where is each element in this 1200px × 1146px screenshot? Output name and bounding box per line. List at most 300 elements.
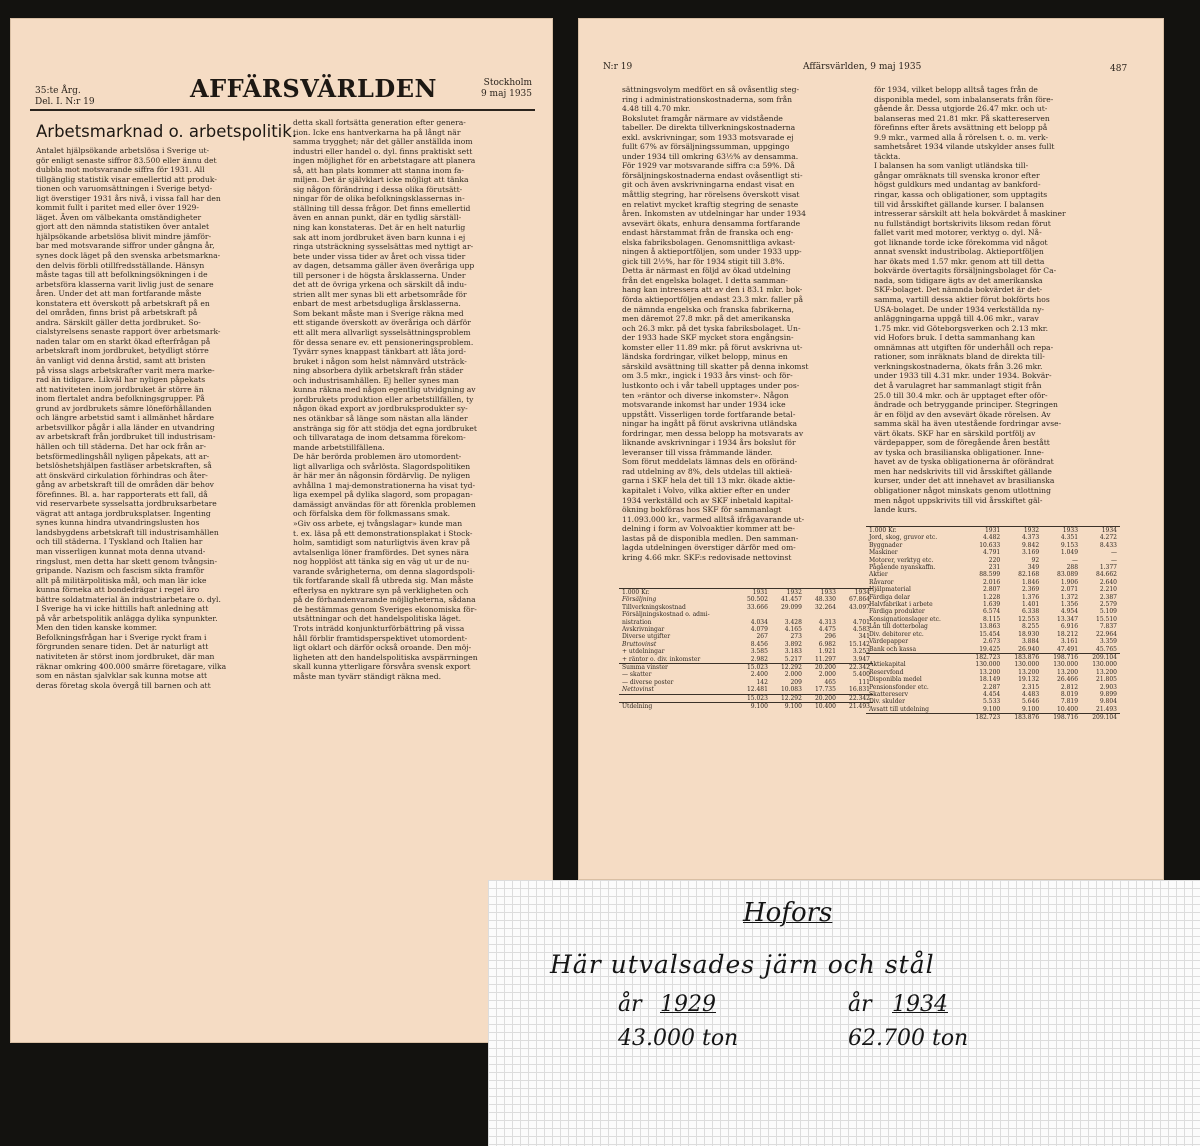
table-cell: 1.377 [1099,564,1117,572]
text-line: »Giv oss arbete, ej tvångslagar» kunde man [293,518,463,528]
text-line: kring 4.66 mkr. SKF:s redovisade nettovinst [622,552,792,562]
table-cell: 2.210 [1099,586,1117,594]
text-line: enbart de mest arbetsdugliga årsklasserna. [293,299,461,309]
table-row [619,679,873,686]
row-label: Råvaror [869,578,894,586]
text-line: gång av arbetskraft till de områden där behov [36,480,214,490]
text-line: men något uppskrivits till vid årsskiftet gäl- [874,495,1043,505]
note-year-a-label: år [618,992,642,1017]
table-row [866,676,1120,683]
text-line: betslöshetshjälpen fastläser arbetskraften, så [36,461,212,471]
table-row [866,646,1120,654]
row-label: Bank och kassa [869,645,917,653]
table-cell: 15.510 [1096,615,1117,623]
row-label: Diverse utgifter [622,633,671,641]
row-label: Pågående nyanskaffn. [869,564,936,572]
text-line: Trots inträdd konjunkturförbättring på vissa [293,623,465,633]
text-line: Detta är närmast en följd av ökad utdelning [622,266,791,276]
report-column-2 [874,85,1120,515]
table-cell: 9.804 [1099,698,1117,706]
text-line: samma skäl ha även utestående fordringar avse- [874,419,1062,429]
table-cell: — [1072,556,1079,564]
text-line: tik fortfarande skall få utbreda sig. Man måste [293,576,474,586]
text-line: hang kan intressera att av den i 83.1 mkr. bok- [622,285,803,295]
text-line: ligt allvarliga och svårlösta. Slagordspolitiken [293,461,471,471]
table-row [866,557,1120,564]
table-cell: 4.079 [750,626,768,634]
table-cell: 10.400 [805,703,839,711]
text-line: av arbetskraft från jordbruket till industrisam- [36,432,216,442]
table-header-cell: 1934 [839,589,873,597]
text-line: samma trygghet; när det gäller anställda inom [293,137,473,147]
table-cell: 182.723 [964,714,1003,722]
text-line: att önskvärd cirkulation förhindras och åter- [36,470,208,480]
table-cell: 267 [756,633,768,641]
text-line: vid Hofors bruk. I detta sammanhang kan [874,333,1035,343]
table-row [866,564,1120,571]
table-row [619,619,873,626]
table-cell: 5.217 [784,655,802,663]
issue-info [35,86,95,108]
row-label: Summa vinster [619,664,737,672]
table-cell: 349 [1027,564,1040,572]
text-line: så, att han plats kommer att stanna inom fa- [293,165,464,175]
text-line: naden talar om en starkt ökad efterfrågan på [36,336,211,346]
text-line: detta skall fortsätta generation efter genera- [293,118,466,127]
row-label: Aktiekapital [869,661,906,669]
table-cell: 5.400 [852,671,870,679]
table-cell [805,611,839,618]
table-cell: 2.369 [1021,586,1040,594]
table-cell: 4.373 [1021,534,1040,542]
text-line: rad utdelning av 8%, dels utdelas till aktieä- [622,466,793,476]
text-line: bättre soldatmaterial än industriarbetare o. dyl. [36,594,221,604]
table-cell: 29.099 [780,603,802,611]
text-line: måttlig stegring, har rörelsens överskott visat [622,190,800,200]
table-cell: 4.454 [983,690,1001,698]
table-cell: 1.049 [1060,549,1079,557]
text-line: ten »räntor och diverse inkomster». Någon [622,390,789,400]
table-cell: 3.428 [784,618,802,626]
table-row [866,571,1120,578]
text-line: holm, samtidigt som naturligtvis även krav på [293,538,470,548]
row-label: Avskrivningar [622,626,665,634]
row-label [866,714,964,722]
text-line: och längre arbetstid samt i allmänhet hårdare [36,413,214,423]
text-line: liga exempel på dylika slagord, som propagan- [293,490,473,500]
table-cell: 22.964 [1096,630,1117,638]
table-cell: 4.954 [1060,608,1079,616]
text-line: högst guldkurs med undantag av bankford- [874,180,1041,190]
text-line: arbetsvillkor pågår i alla länder en utvandring [36,422,215,432]
text-line: uppstått. Visserligen torde fortfarande betal- [622,409,796,419]
table-cell: 3.183 [784,648,802,656]
text-line: måste tagas till att befolkningsökningen i de [36,270,208,280]
text-line: sig någon förändring i dessa olika förutsätt- [293,184,463,194]
table-row [866,579,1120,586]
text-line: lande kurs. [874,505,918,515]
note-year-b-label: år [848,992,872,1017]
table-cell: 182.723 [964,653,1003,661]
text-line: got liknande torde icke förekomma vid något [874,237,1048,247]
text-line: Men den tiden kanske kommer. [36,623,158,633]
note-title: Hofors [743,898,833,928]
text-line: landsbygdens arbetskraft till industrisamhällen [36,527,219,537]
text-line: andra. Särskilt gäller detta jordbruket. So- [36,317,201,327]
table-row [619,664,873,672]
table-cell: 209.104 [1081,714,1120,722]
table-cell: 6.338 [1021,608,1040,616]
text-line: liknande avskrivningar i 1934 års bokslut för [622,438,796,448]
text-line: De här berörda problemen äro utomordent- [293,452,462,462]
table-cell: 15.454 [979,630,1001,638]
article-column-2 [293,118,539,681]
row-label: Aktier [869,571,888,579]
table-cell: 5.533 [983,698,1001,706]
text-line: 25.0 till 30.4 mkr. och är upptaget efter oför- [874,390,1048,400]
table-row [866,706,1120,714]
table-cell: 1.639 [983,601,1001,609]
text-line: tillgänglig statistik visar emellertid att produk- [36,174,217,184]
table-cell: 9.100 [983,705,1001,713]
text-line: 4.48 till 4.70 mkr. [622,104,691,114]
table-cell: 13.347 [1057,615,1079,623]
table-cell: 18.149 [979,676,1001,684]
table-cell: 83.089 [1057,571,1079,579]
text-line: till vid årsskiftet gällande kurser. I balansen [874,199,1045,209]
text-line: ställning till dessa frågor. Det finns emellertid [293,203,471,213]
text-line: I Sverige ha vi icke hittills haft anledning att [36,604,209,614]
text-line: del områden, finns brist på arbetskraft på [36,308,198,318]
table-cell [771,611,805,618]
table-cell: 88.599 [979,571,1001,579]
text-line: synes dock läget på den svenska arbetsmarkna- [36,251,221,261]
place-date [462,78,532,100]
table-cell: 198.716 [1042,714,1081,722]
text-line: samma, vartill dessa aktier förut bokförts hos [874,295,1050,305]
text-line: allt på militärpolitiska mål, och man lär icke [36,575,207,585]
running-head: Affärsvärlden, 9 maj 1935 [803,62,922,72]
table-cell: 20.200 [805,694,839,702]
table-row [866,691,1120,698]
text-line: mande arbetstillfällena. [293,442,385,452]
table-cell: 273 [790,633,802,641]
table-cell: 4.791 [983,549,1001,557]
table-cell: 2.016 [983,578,1001,586]
text-line: samhetsåret 1934 vilande utskylder anses fullt [874,142,1055,152]
table-cell: 2.807 [983,586,1001,594]
table-row [619,641,873,648]
table-cell: 6.574 [983,608,1001,616]
text-line: nes otänkbar så länge som nästan alla länder [293,413,468,423]
table-cell: 8.019 [1060,690,1079,698]
note-year-a: 1929 [660,992,716,1017]
table-cell: 10.083 [780,686,802,694]
text-line: industri eller handel o. dyl. finns praktiskt sett [293,146,473,156]
text-line: och industrisamhällen. Ej heller synes man [293,375,459,385]
table-cell: 2.387 [1099,593,1117,601]
table-cell: 82.168 [1018,571,1040,579]
table-cell: 9.100 [1021,705,1040,713]
table-row [619,686,873,694]
table-cell: 183.876 [1003,653,1042,661]
table-cell: 18.930 [1018,630,1040,638]
text-line: förefinns efter årets avsättning ett belopp på [874,123,1048,133]
note-tons-a: 43.000 ton [618,1026,739,1051]
row-label: Försäljningskostnad o. admi- [622,611,710,619]
table-row [866,714,1120,722]
text-line: nada, som tidigare ägts av det amerikanska [874,275,1043,285]
text-line: gick till 2½%, har för 1934 stigit till 3.8%. [622,256,785,266]
table-cell: 9.100 [771,703,805,711]
table-cell: 92 [1031,556,1040,564]
table-cell: 84.662 [1096,571,1117,579]
text-line: verkningskostnaderna, ökats från 3.26 mkr. [874,361,1043,371]
text-line: lagda utdelningen överstiger därför med om- [622,543,796,553]
text-line: gripande. Nazism och fascism sikta framför [36,566,205,576]
text-line: miljen. Det är självklart icke möjligt att tänka [293,175,469,185]
text-line: efterlysa en nyktrare syn på verkligheten och [293,585,469,595]
row-label: Konsignationslager etc. [869,615,941,623]
text-line: bokvärde övertagits försäljningsbolaget för Ca- [874,266,1057,276]
text-line: 9.9 mkr., varmed alla å rörelsen t. o. m. verk- [874,132,1049,142]
text-line: grund av jordbrukets sämre löneförhållanden [36,403,212,413]
table-cell: 4.351 [1060,534,1079,542]
text-line: fordringar, men dessa belopp ha motsvarats av [622,428,804,438]
text-line: Antalet hjälpsökande arbetslösa i Sverige ut- [36,146,210,155]
table-cell: 9.153 [1060,541,1079,549]
table-cell: 3.947 [852,655,870,663]
text-line: damässigt användas för att förenkla problemen [293,499,476,509]
table-row [866,684,1120,691]
text-line: t. ex. läsa på ett demonstrationsplakat i Stock- [293,528,473,538]
table-cell: 4.482 [983,534,1001,542]
text-line: åren. Inkomsten av utdelningar har under 1934 [622,209,806,219]
table-cell: 21.493 [1096,705,1117,713]
text-line: en relativt mycket kraftig stegring de senaste [622,199,799,209]
table-cell: — [1111,549,1117,557]
text-line: ring i administrationskostnaderna, som från [622,94,793,104]
table-cell: 11.297 [814,655,836,663]
table-cell: 4.034 [750,618,768,626]
text-line: jordbrukets produktion eller arbetstillfällen, ty [293,394,474,404]
table-row [619,633,873,640]
issue-number: N:r 19 [603,62,633,72]
table-cell: 4.475 [818,626,836,634]
table-row [866,653,1120,661]
text-line: anstränga sig för att stödja det egna jordbruket [293,423,477,433]
text-line: under 1934 till omkring 63½% av densamma. [622,151,799,161]
text-line: leveranser till vissa främmande länder. [622,447,773,457]
text-line: särskild avsättning till skatter på denna inkomst [622,361,809,371]
row-label [619,694,737,702]
table-cell: 15.023 [737,664,771,672]
table-cell: 16.831 [849,686,870,694]
text-line: endast härstammat från de franska och eng- [622,228,794,238]
text-line: hällen och till städerna. Det har ock från ar- [36,441,207,451]
text-line: rad än tidigare. Likväl har nyligen påpekats [36,375,206,385]
text-line: fullt 67% av försäljningssumman, uppgingo [622,142,790,152]
table-cell: 1.228 [983,593,1001,601]
date: 9 maj 1935 [480,89,532,99]
table-cell: 1.356 [1060,601,1079,609]
text-line: garna i SKF hela det till 13 mkr. ökade aktie- [622,476,796,486]
table-cell: 341 [858,633,870,641]
text-line: motsvarande inkomst har under 1934 icke [622,400,786,410]
table-cell: 7.837 [1099,623,1117,631]
masthead: AFFÄRSVÄRLDEN [190,74,437,103]
text-line: Som bekant måste man i Sverige räkna med [293,308,464,318]
table-cell: 2.903 [1099,683,1117,691]
table-header-cell: 1931 [964,527,1003,535]
text-line: elska fabriksbolagen. Genomsnittliga avkast- [622,237,796,247]
text-line: som en nästan sjalvklar sak kunna motse att [36,671,208,681]
text-line: synes kunna hindra utvandringslusten hos [36,518,200,528]
table-row [866,601,1120,608]
text-line: lustkonto och i vår tabell upptages under pos- [622,380,800,390]
table-cell: 130.000 [975,661,1001,669]
table-row [866,623,1120,630]
table-cell: 19.132 [1018,676,1040,684]
table-cell: 9.842 [1021,541,1040,549]
note-tons-b: 62.700 ton [848,1026,969,1051]
text-line: på vår arbetspolitik anlägga dylika synpunkter. [36,613,218,623]
text-line: utsättningar och det handelspolitiska läget. [293,614,462,624]
text-line: har ökats med 1.57 mkr. genom att till detta [874,256,1045,266]
text-line: från det engelska bolaget. I detta samman- [622,275,788,285]
text-line: på vissa slags arbetskrafter varit mera marke- [36,365,215,375]
text-line: bete under vissa tider av året och vissa tider [293,251,466,261]
text-line: de bestämmas genom Sveriges ekonomiska för- [293,604,477,614]
text-line: lastas på de disponibla medlen. Den samman- [622,533,799,543]
table-cell: 17.735 [814,686,836,694]
table-cell: 41.457 [780,596,802,604]
text-line: tion. Icke ens hantverkarna ha på långt när [293,127,461,137]
table-cell: 2.000 [784,671,802,679]
text-line: ökning bokföras hos SKF för sammanlagt [622,505,782,515]
note-year-b: 1934 [892,992,948,1017]
text-line: man visserligen kunnat mota denna utvand- [36,546,206,556]
table-cell: 8.456 [750,640,768,648]
issue-line-2: Del. I. N:r 19 [35,97,95,107]
text-line: och 26.3 mkr. på det tyska fabriksbolaget. Un- [622,323,801,333]
table-row [619,656,873,664]
text-line: ligt oklart och därför också oroande. Den möj- [293,643,472,653]
text-line: havet av de tyska obligationerna är oförändrat [874,457,1054,467]
text-line: ändrade och betryggande principer. Stegringen [874,400,1058,410]
table-cell: 13.200 [1057,668,1079,676]
table-cell: 12.481 [746,686,768,694]
text-line: anläggningarna uppgå till 4.06 mkr., varav [874,314,1039,324]
table-cell: 220 [988,556,1001,564]
text-line: SKF-bolaget. Det nämnda bokvärdet är det- [874,285,1043,295]
text-line: nog hopplöst att tänka sig en väg ut ur de nu- [293,557,470,567]
text-line: räknar omkring 400.000 smärre företagare, vilka [36,661,227,671]
table-cell: 198.716 [1042,653,1081,661]
text-line: inom flertalet andra befolkningsgrupper. På [36,394,205,404]
text-line: den delvis förbli otillfredsställande. Hänsyn [36,260,205,270]
text-line: nu fullständigt bortskrivits liksom redan förut [874,218,1051,228]
text-line: ländska fordringar, vilket belopp, minus en [622,352,788,362]
table-cell: 67.864 [849,596,870,604]
row-label: Hjälpmaterial [869,586,911,594]
text-line: är här mer än någonsin fördärvlig. De nyligen [293,471,471,481]
table-cell: 3.884 [1021,638,1040,646]
table-cell: 130.000 [1014,661,1040,669]
table-cell: 32.264 [814,603,836,611]
text-line: der 1933 hade SKF mycket stora engångsin- [622,333,794,343]
table-cell: 3.161 [1060,638,1079,646]
text-line: I balansen ha som vanligt utländska till- [874,161,1029,171]
text-line: de nämnda engelska och franska fabrikerna, [622,304,794,314]
row-label: Pensionsfonder etc. [869,683,929,691]
text-line: sak att inom jordbruket även barn kunna i ej [293,232,466,242]
row-label: Maskiner [869,549,898,557]
table-header-cell: 1934 [1081,527,1120,535]
text-line: ning absorbera dylik arbetskraft från städer [293,366,464,376]
table-cell: 7.819 [1060,698,1079,706]
text-line: ningar ha ingått på förut avskrivna utländska [622,419,798,429]
table-cell: 2.579 [1099,601,1117,609]
text-line: och förfalska dem för folkmassans smak. [293,509,451,519]
table-cell: 20.200 [805,664,839,672]
handwritten-note-sheet [488,880,1200,1146]
row-label: Reservfond [869,668,904,676]
text-line: vägrat att antaga jordbruksplatser. Ingenting [36,508,211,518]
text-line: gångar omräknats till svenska kronor efter [874,170,1040,180]
text-line: ligheten att den handelspolitiska avspärrningen [293,652,478,662]
text-line: även en annan punkt, där en tydlig särställ- [293,213,462,223]
row-label: nistration [622,618,652,626]
table-cell: 18.212 [1057,630,1079,638]
table-cell: 4.272 [1099,534,1117,542]
table-cell: 45.765 [1096,645,1117,653]
text-line: betsförmedlingshåll nyligen påpekats, att ar- [36,451,210,461]
table-cell: 1.401 [1021,601,1040,609]
table-cell: 3.359 [1099,638,1117,646]
text-line: för 1934, vilket belopp alltså tages från de [874,85,1038,94]
table-cell: 288 [1066,564,1079,572]
table-cell: 6.916 [1060,623,1079,631]
text-line: kurser, under det att innehavet av brasilianska [874,476,1055,486]
text-line: kunna förneka att bondedrägar i regel äro [36,585,200,595]
text-line: vid reservarbete sysselsatta jordbruksarbetare [36,499,217,509]
text-line: under 1933 till 4.31 mkr. under 1934. Bokvär- [874,371,1052,381]
table-row [619,703,873,711]
text-line: avsevärt ökats, enhura densamma fortfarande [622,218,801,228]
table-cell: 2.400 [750,671,768,679]
table-cell: 8.255 [1021,623,1040,631]
row-label: — skatter [622,671,652,679]
text-line: att nativiteten inom jordbruket är större än [36,384,204,394]
text-line: För 1929 var motsvarande siffra c:a 59%. Då [622,161,795,171]
table-cell: 43.097 [849,603,870,611]
table-cell: 10.633 [979,541,1001,549]
table-cell: 21.493 [839,703,873,711]
table-cell: 19.425 [979,645,1001,653]
text-line: gående år. Dessa utgjorde 26.47 mkr. och ut- [874,104,1048,114]
row-label: Skattereserv [869,690,909,698]
text-line: och till städerna. I Tyskland och Italien har [36,537,203,547]
table-row [866,661,1120,668]
row-label: + räntor o. div. inkomster [622,655,701,663]
table-cell: 209 [790,678,802,686]
table-cell: 5.109 [1099,608,1117,616]
table-row [866,586,1120,593]
text-line: balanseras med 21.81 mkr. På skattereserven [874,113,1050,123]
text-line: Som förut meddelats lämnas dels en oföränd- [622,457,798,467]
row-label: Div. skulder [869,698,905,706]
